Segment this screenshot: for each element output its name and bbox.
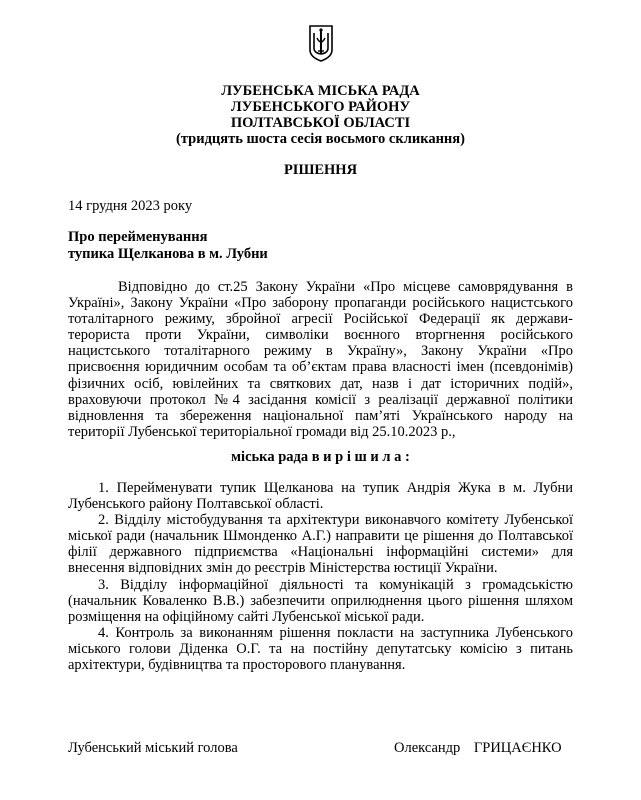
subject-line-2: тупика Щелканова в м. Лубни — [68, 246, 268, 262]
signature-name — [394, 740, 562, 757]
preamble-paragraph: Відповідно до ст.25 Закону України «Про місцеве самоврядування в Україні», Закону України «Про заборону пропаганди російського нацистського тоталітарного режиму, збройної агресії Російської Федерації як держави-терориста проти України, символіки воєнного вторгнення російського нацистського тоталітарного режиму в Україну», Закону України «Про присвоєння юридичним особам та об’єктам права власності імен (псевдонімів) фізичних осіб, ювілейних та святкових дат, назв і дат історичних подій», враховуючи протокол №4 засідання комісії з реалізації державної політики відновлення та збереження національної пам’яті Українського народу на території Лубенської територіальної громади від 25.10.2023 р., — [68, 279, 573, 440]
decision-date: 14 грудня 2023 року — [68, 198, 193, 214]
resolution-heading: міська рада в и р і ш и л а : — [231, 449, 410, 465]
resolution-item: 2. Відділу містобудування та архітектури виконавчого комітету Лубенської міської ради (начальник Шмонденко А.Г.) направити це рішення до Полтавської філії державного підприємства «Національні інформаційні системи» для внесення відповідних змін до реєстрів Міністерства юстиції України. — [68, 512, 573, 577]
signature-last-name: ГРИЦАЄНКО — [473, 740, 562, 756]
district-name: ЛУБЕНСЬКОГО РАЙОНУ — [230, 99, 411, 115]
subject-line-1: Про перейменування — [68, 229, 208, 245]
trident-emblem-icon — [307, 24, 335, 62]
session-info: (тридцять шоста сесія восьмого скликання) — [176, 131, 465, 147]
region-name: ПОЛТАВСЬКОЇ ОБЛАСТІ — [230, 115, 411, 131]
decision-title: РІШЕННЯ — [283, 162, 358, 178]
resolution-item: 3. Відділу інформаційної діяльності та комунікацій з громадськістю (начальник Коваленко В.В.) забезпечити оприлюднення цього рішення шляхом розміщення на офіційному сайті Лубенської міської ради. — [68, 576, 573, 625]
council-name: ЛУБЕНСЬКА МІСЬКА РАДА — [221, 83, 420, 99]
resolution-item: 4. Контроль за виконанням рішення покласти на заступника Лубенського міського голови Діденка О.Г. та на постійну депутатську комісію з питань архітектури, будівництва та просторового планування. — [68, 624, 573, 674]
decision-subject — [68, 229, 268, 263]
signature-first-name: Олександр — [394, 740, 461, 756]
resolution-item: 1. Перейменувати тупик Щелканова на тупик Андрія Жука в м. Лубни Лубенського району Полтавської області. — [68, 480, 573, 513]
resolution-items — [68, 480, 573, 673]
council-header — [0, 83, 641, 147]
signature-position: Лубенський міський голова — [68, 740, 238, 756]
